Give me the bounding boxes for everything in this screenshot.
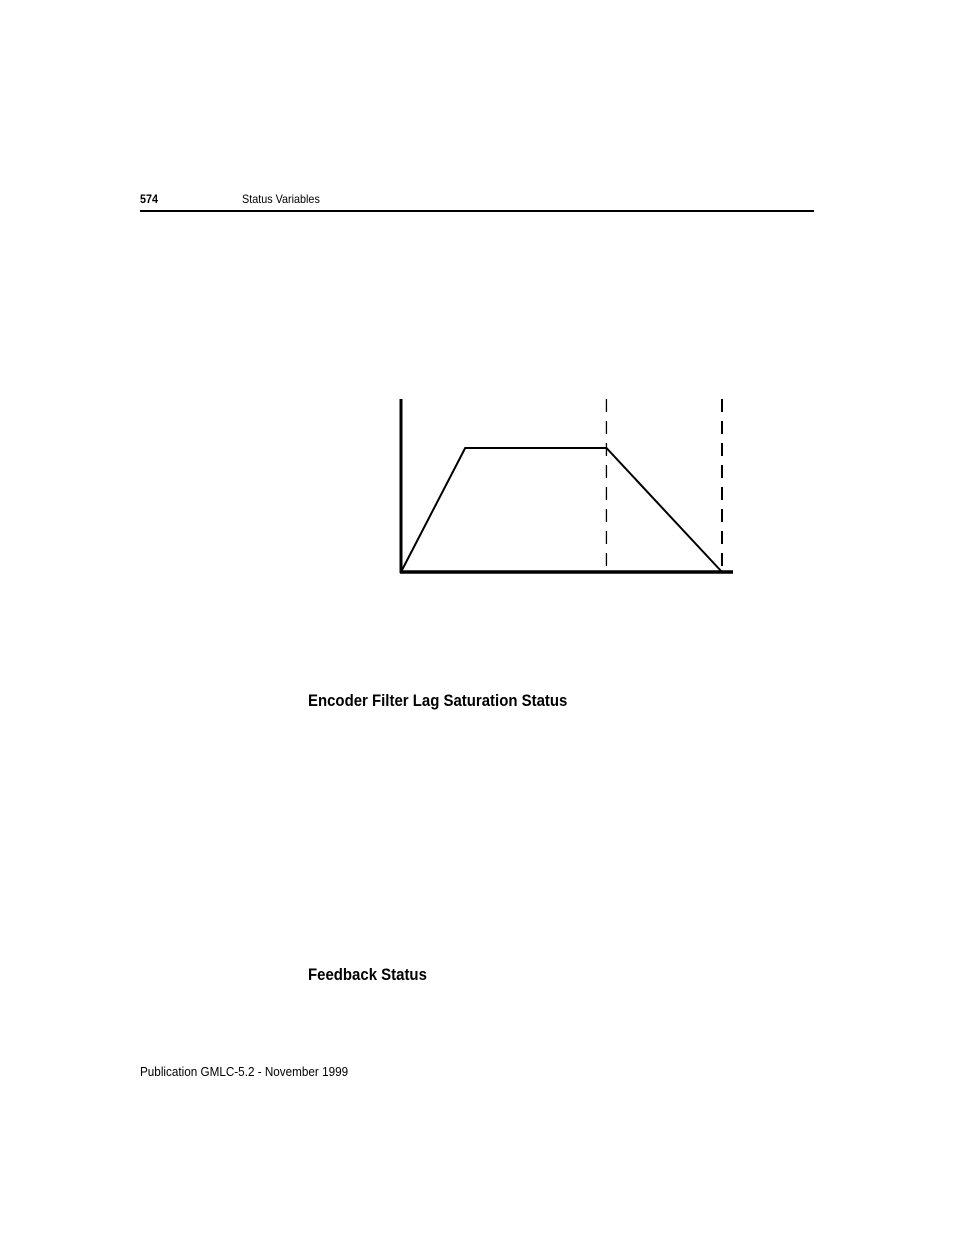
section-heading-feedback-status: Feedback Status <box>308 965 427 984</box>
section-heading-encoder-filter-lag: Encoder Filter Lag Saturation Status <box>308 691 568 710</box>
header-rule <box>140 210 814 212</box>
page-number: 574 <box>140 192 159 206</box>
running-section-title: Status Variables <box>242 192 320 206</box>
velocity-profile-line <box>401 448 722 572</box>
velocity-profile-figure <box>390 390 750 590</box>
publication-footer: Publication GMLC-5.2 - November 1999 <box>140 1064 349 1079</box>
